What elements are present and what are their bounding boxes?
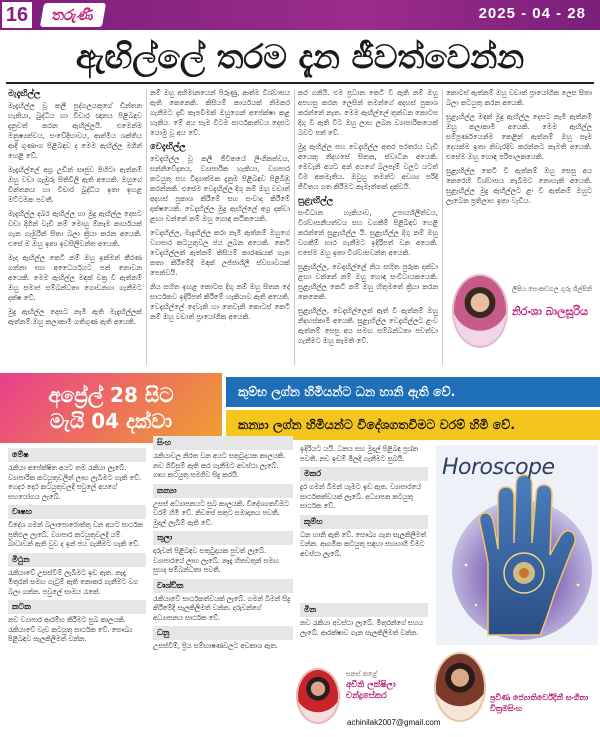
article-column-1 — [8, 88, 142, 370]
horoscope-column-1 — [8, 445, 146, 737]
author-role: ලිපිය සෙංකඩගල ගුරු ශිල්පිනි — [512, 285, 593, 293]
subheading: මැදැඟිල්ල — [8, 89, 41, 99]
paragraph: වෙදැඟිල්ල, මැදැඟිල්ල කරා නැමී ඇත්නම් ඔහුගේ ව්‍යාපාර කටයුතුවල ජය ලබන අයෙකි. කෙටි වෙදැඟිල්ලක් ඇත්නම් කිසියම් කාරණයක් ගැන කතා කිරීමේදී මඳක් ලජ්ජාශීලී ස්වභාවයක් පෙන්වයි. — [150, 229, 290, 277]
zodiac-prediction: දුර ගමන් බිමන් යෑමට ඉඩ ඇත. ව්‍යාපාරයේ සාර්ථකත්වයක් ලැබේ. අධ්‍යාපන කටයුතු සාර්ථක වේ. — [300, 483, 422, 510]
paragraph: සංවිධාන හැකියාව, උපායශීලීත්වය, විශ්වාසනීයත්වය සහ වගකීම් පිළිබඳව හෙළි කරන්නේ සුළැඟිල්ල යි. සුළැඟිල්ල දිගු නම් ඔහු වගකීම් භාර ගැනීමට ඉදිරිපත් වන අයෙකි. එසේම ඔහු ඉතා විශ්වාසවන්ත අයෙකි. — [298, 209, 438, 257]
paragraph: මැද ඇඟිල්ල කෙටි නම් ඔහු ඉක්මන් තීරණ ගන්නා සහ අධෛර්යයට පත් නොවන අයෙකි. මෙම ඇඟිල්ල මඳක් වක්‍ර වී ඇත්නම් ඔහු සමාජ සම්බන්ධතා ගොඩනගා ගැනීමට දක්ෂ වේ. — [8, 254, 142, 302]
author-name: නිරංශා බාලසූරිය — [512, 305, 589, 318]
zodiac-prediction: රැකියාවේ උසස්වීම් ලැබීමට ඉඩ ඇත. නෑදෑ මිතුරන් සමඟ ගැටුම් ඇති නොකර ගැනීමට වග බලා ගන්න. පවුලේ සාමය රැකේ. — [8, 568, 139, 596]
paragraph: සුළැඟිල්ල මඳක් මුදු ඇඟිල්ල දෙසට නැමී ඇත්නම් ඔහු කලාකාමී අයෙකි. මෙම ඇඟිල්ල සම්පූර්ණයෙන්ම කෙළින් ඇත්නම් ඔහු සෑම දෙයක්ම ඉතා නිවැරදිව කරන්නට කැමති අයෙකි. එසේම ඔහු හොඳ පරිපාලකයෙකි. — [446, 113, 592, 161]
article-column-4 — [446, 88, 592, 270]
paragraph: සුළැඟිල්ල, වෙදැඟිල්ලෙන් ඈත් වී ඇත්නම් ඔහු නිදහස්කාමී අයෙකි. සුළැඟිල්ල වෙදැඟිල්ලට ළංව ඇත්නම් සෙසු අය සමඟ සම්බන්ධතා පවත්වා ගැනීමට ඔහු කැමති වේ. — [298, 307, 438, 345]
paragraph: මුදු ඇඟිල්ල සහ වෙදැඟිල්ල අතර පරතරය වැඩි අයෙකු නිදහසේ සිතන, ස්වාධීන අයෙකි. මෙවැනි අයට අන් අයගේ බලපෑම් වලට යටත් වීම අකමැතිය. ඔවුහු තමන්ට අවශ්‍ය පරිදි ජීවිතය ගත කිරීමට කැමැත්තක් දක්වයි. — [298, 143, 438, 191]
zodiac-prediction: නව ව්‍යාපාර ආරම්භ කිරීමට සුබ කාලයකි. රැකියාවේ වැඩ කටයුතු සාර්ථක වේ. සෞඛ්‍ය පිළිබඳව සැලකිලිමත් වන්න. — [8, 616, 133, 643]
writer-email: achinilak2007@gmail.com — [347, 718, 441, 727]
issue-date: 2025 - 04 - 28 — [478, 5, 586, 22]
zodiac-sign-heading: කන්‍යා — [153, 484, 293, 498]
highlight-banner-yellow: කන්‍යා ලග්න හිමියන්ට විදේශගතවීමට වරම් හිමි වේ. — [226, 410, 600, 440]
horoscope-column-2 — [153, 433, 293, 685]
zodiac-sign-heading: කුම්භ — [300, 515, 428, 529]
astrologer-photo — [434, 652, 486, 722]
section-logo: තරුණී — [40, 3, 106, 27]
highlight-banner-blue: කුම්භ ලග්න හිමියන්ට ධන හානි ඇති වේ. — [226, 377, 600, 407]
author-photo — [452, 274, 508, 348]
column-divider — [294, 90, 295, 365]
zodiac-prediction: උසස් අධ්‍යාපනයට සුබ කාලයකි. විදේශගතවීමට වරම් හිමි වේ. නිවසේ සතුට සමාදානය පවතී. මුදල් ලැබීම් ඇති වේ. — [153, 499, 290, 527]
article-column-2 — [150, 88, 290, 370]
column-divider — [442, 90, 443, 365]
zodiac-prediction: රැකියාවේ සාර්ථකත්වයක් ලැබේ. ගමන් බිමන් සිදු කිරීමේදී සැලකිලිමත් වන්න. දරුවන්ගේ අධ්‍යාපනය සාර්ථක වේ. — [153, 594, 291, 622]
zodiac-sign-heading: වෘෂභ — [8, 505, 146, 519]
zodiac-prediction: උසස්වීම්, ප්‍රිය සම්භාෂණවලට අවකාශ ඇත. — [153, 642, 278, 650]
zodiac-sign-heading: සිංහ — [153, 436, 293, 450]
zodiac-prediction: විදේශ ගමන් බලාපොරොත්තු වන අයට සාර්ථක ප්‍රතිඵල ලැබේ. ව්‍යාපාර කටයුතුවලදී යම් බාධාවන් ඇති වුව ද ඉන් ජය ගැනීමට හැකි වේ. — [8, 521, 143, 548]
paragraph: වෙදැඟිල්ල වූ කලී ජීවිතයේ ලිංගිකත්වය, සන්නිවේදනය, ව්‍යාපාරික හැකියා, ව්‍යාපාර කටයුතු සහ විද්‍යාත්මක දැනුම පිළිබඳව පිළිබිඹු කරන්නකි. එසේම වෙදැඟිල්ල දිගු නම් ඔහු වඩාත් අදහස් පුකාශ කිරීමේ සහ සංවාද කිරීමේ දක්ෂයෙකි. වෙදැඟිල්ල මුදු ඇඟිල්ලේ අග්‍ර දක්වා ළඟා වන්නේ නම් ඔහු හොඳ කථිකයෙකි. — [150, 155, 290, 223]
zodiac-prediction: නව රැකියා අවස්ථා ලැබේ. මිතුරන්ගේ සහය ලැබේ. ආරක්ෂාව ගැන සැලකිලිමත් වන්න. — [300, 619, 424, 637]
zodiac-sign-heading: මිථුන — [8, 553, 146, 567]
zodiac-prediction: ඉදිරියට යයි. ධනය සහ මුදල් පිළිබඳ ප්‍රශ්න පවතී. නව ඉඩම් මිලදී ගැනීමට සුබයි. — [300, 445, 418, 463]
paragraph: කොටස් ඇත්නම් ඔහු වඩාත් ප්‍රායෝගික ලෙස සිතා බලා කටයුතු කරන අයෙකි. — [446, 89, 592, 107]
paragraph: නම් ඔහු අභිමානයෙන් පිරුණු, ආත්ම විශ්වාසය ඇති කෙනෙකි. කිසියම් කාර්යයක් නිමකර ගැනීමට දැඩි කැපවීමක් ඔහුගෙන් අපේක්ෂා කළ හැකිය. මේ අය සැම විටම සාර්ථකත්වය දෙසට යොමු වූ අය වේ. — [150, 89, 290, 137]
zodiac-prediction: රැකියාවල නිරත වන අයට සතුටුදායක කාලයකි. නව ගිවිසුම් ඇති කර ගැනීමට අවස්ථා ලැබේ. ගෘහ කටයුතු සමගිව සිදු කරයි. — [153, 452, 286, 479]
zodiac-sign-heading: ධනු — [153, 626, 293, 640]
period-end: මැයි 04 දක්වා — [49, 409, 173, 433]
paragraph: මැදැඟිල්ල වූ කලී පුද්ගලයකුගේ චින්තන හැකියා, බුද්ධිය හා විචාර ඥානය පිළිබඳව දැනුවත් කරන ඇඟිල්ලයි. එමෙන්ම මනුෂ්‍යත්වය, සංවේදීභාවය, ආත්මීය ශක්තිය ආදී ගුණාංග පිළිබඳව ද මෙම ඇඟිල්ල මගින් හෙළි වේ. — [8, 102, 142, 160]
subheading: වෙදැඟිල්ල — [150, 142, 186, 152]
page-number: 16 — [0, 0, 34, 30]
paragraph: මුදු ඇඟිල්ල දෙසට නැමී ඇති මැදැඟිල්ලක් ඇත්නම් ඔහු කලාකාමී ගතිගුණ ඇති අයෙකි. — [8, 308, 142, 326]
zodiac-sign-heading: කටක — [8, 600, 146, 614]
paragraph: සුළැඟිල්ල කෙටි වී ඇත්නම් ඔහු සෙසු අය කෙරෙහි විශ්වාසය තැබීමට නොහැකි අයෙකි. සුළැඟිල්ල මුදු ඇඟිල්ලට ළං වී ඇත්නම් ඔහුට ලැබෙන ප්‍රතිලාභ ඉතා වැඩිය. — [446, 167, 592, 205]
paragraph: මැදැඟිල්ල දබර ඇඟිල්ල හා මුදු ඇඟිල්ල දෙසට වඩා දිගින් වැඩි නම් මොහු ඕනෑම කාර්යයක් ගැන ගැඹුරින් සිතා බලා ක්‍රියා කරන අයෙකි. එසේ ම ඔහු ඉතා ඉවසිලිවන්ත අයෙකි. — [8, 210, 142, 248]
writer-name: අචිනි ලක්ෂිලා චන්ද්‍රසේකර — [346, 680, 396, 701]
article-column-3 — [298, 88, 438, 370]
column-divider — [146, 90, 147, 365]
subheading: සුළැඟිල්ල — [298, 196, 334, 206]
period-start: අප්‍රේල් 28 සිට — [48, 383, 174, 407]
headline-rule — [6, 82, 594, 84]
zodiac-prediction: රැකියා අපේක්ෂිත අයට තම රැකියා ලැබේ. ව්‍යාපාරික කටයුතුවලින් ලාභ ලැබීමට හැකි වේ. ගෙදර දොර කටයුතුවලදී පවුලේ අයගේ සහයෝගය ලැබේ. — [8, 464, 142, 501]
zodiac-prediction: දරුවන් පිළිබඳව සතුටුදායක පුවත් ලැබේ. ව්‍යාපාරයේ ලාභ ලැබේ. නෑදෑ හිතවතුන් සමඟ සුහද සම්බන්ධතා පවතී. — [153, 547, 279, 574]
zodiac-sign-heading: මීන — [300, 603, 428, 617]
writer-photo — [296, 668, 340, 724]
zodiac-prediction: ධන හානි ඇති වේ. සෞඛ්‍ය ගැන සැලකිලිමත් වන්න. ආගමික කටයුතු සඳහා සහභාගී වීමට අවස්ථා ලැබේ. — [300, 530, 426, 558]
writer-role: සකස් කළේ — [346, 670, 378, 678]
zodiac-sign-heading: වෘශ්චික — [153, 579, 293, 593]
zodiac-sign-heading: මකර — [300, 467, 428, 481]
zodiac-sign-heading: තුලා — [153, 531, 293, 545]
paragraph: සුළැඟිල්ල, වෙදැඟිල්ලේ නිය සහිත පුරුක දක්වා ළඟා වන්නේ නම් ඔහු හොඳ සංවිධායකයෙකි. සුළැඟිල්ල කෙටි නම් ඔහු හිතුමතේ ක්‍රියා කරන කෙනෙකි. — [298, 263, 438, 301]
astrologer-name: ප්‍රවීණ ජ්‍යොතිර්වේදිනී සංගීතා වික්‍රමසිංහ — [490, 693, 589, 713]
horoscope-label: Horoscope — [442, 455, 555, 480]
paragraph: නිය සහිත ඉහළ කොටස දිගු නම් ඔහු සිතන දේ සාර්ථකව ඉදිරිපත් කිරීමේ හැකියාව ඇති අයෙකි. වෙදැඟිල්ලේ දෙවැනි හා තෙවැනි කොටස් කෙටි නම් ඔහු වඩාත් ප්‍රායෝගික අයෙකි. — [150, 283, 290, 321]
zodiac-sign-heading: මේෂ — [8, 448, 146, 462]
paragraph: මැදැඟිල්ලේ අග්‍ර උඩින් සෘජුව පිහිටා ඇත්නම් ඔහු වඩා ගැඹුරු සිතිවිලි ඇති අයෙකි. ඔහුගේ චින්තනය හා විචාර බුද්ධිය ඉතා ඉහළ මට්ටමක පවතී. — [8, 166, 142, 204]
paragraph: කර ගනියි. එම ප්‍රධාන කෙටි වී ඇති නම් ඔහු අපහසු කරන ලෙසින් තමන්ගේ අදහස් පුකාශ කරන්නේ නැත. මෙම ඇඟිල්ලේ තුන්වන කොටස දිගු වී ඇති විට ඔහු ලාභ ලබන ව්‍යාපාරිකයෙක් බවට පත් වේ. — [298, 89, 438, 137]
article-headline: ඇඟිල්ලේ තරම දැන ජීවත්වෙන්න — [75, 37, 525, 76]
